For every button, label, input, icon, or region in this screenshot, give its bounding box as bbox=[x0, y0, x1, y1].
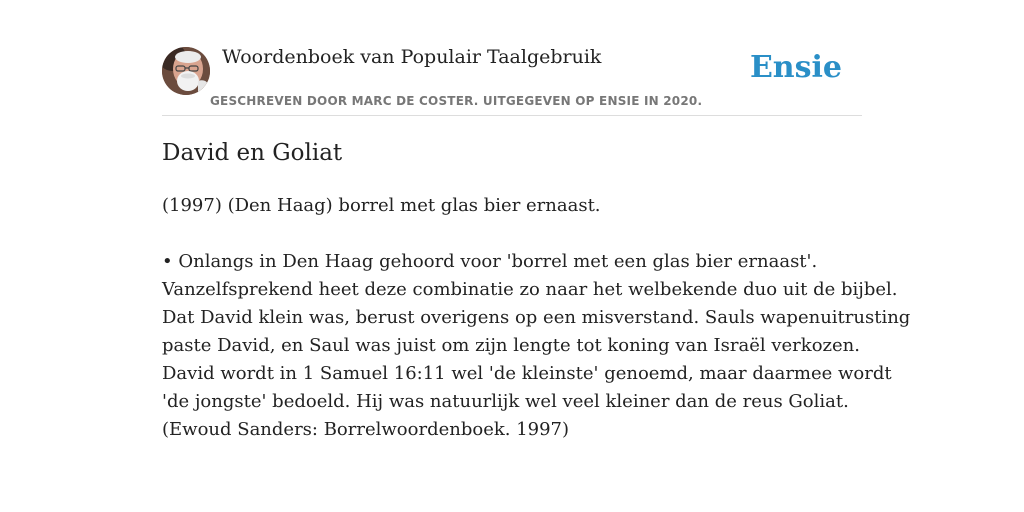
definition bbox=[162, 192, 911, 444]
headword: David en Goliat bbox=[162, 140, 343, 166]
paragraph-gap bbox=[162, 220, 872, 248]
definition-line: • Onlangs in Den Haag gehoord voor 'borrel met een glas bier ernaast'. bbox=[162, 251, 818, 272]
definition-line: Dat David klein was, berust overigens op een misverstand. Sauls wapenuitrusting bbox=[162, 307, 911, 328]
dictionary-title[interactable]: Woordenboek van Populair Taalgebruik bbox=[222, 46, 602, 68]
byline: GESCHREVEN DOOR MARC DE COSTER. UITGEGEVEN OP ENSIE IN 2020. bbox=[210, 94, 703, 108]
author-avatar-icon[interactable] bbox=[162, 47, 210, 95]
definition-summary: (1997) (Den Haag) borrel met glas bier ernaast. bbox=[162, 195, 601, 216]
definition-line: David wordt in 1 Samuel 16:11 wel 'de kleinste' genoemd, maar daarmee wordt bbox=[162, 363, 892, 384]
definition-line: Vanzelfsprekend heet deze combinatie zo naar het welbekende duo uit de bijbel. bbox=[162, 279, 898, 300]
definition-line: 'de jongste' bedoeld. Hij was natuurlijk wel veel kleiner dan de reus Goliat. bbox=[162, 391, 849, 412]
ensie-logo[interactable]: Ensie bbox=[749, 50, 842, 85]
definition-line: paste David, en Saul was juist om zijn lengte tot koning van Israël verkozen. bbox=[162, 335, 860, 356]
header-divider bbox=[162, 115, 862, 116]
entry-card bbox=[162, 0, 911, 512]
definition-source: (Ewoud Sanders: Borrelwoordenboek. 1997) bbox=[162, 419, 570, 440]
